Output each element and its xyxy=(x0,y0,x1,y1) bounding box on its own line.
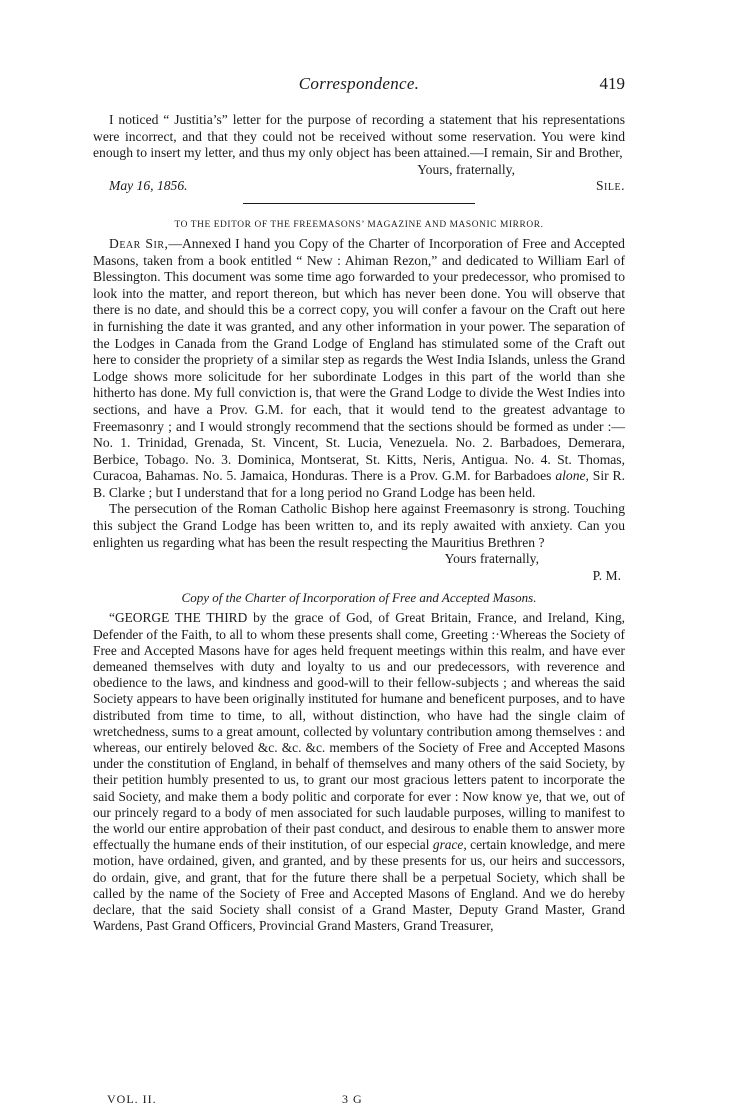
page-body xyxy=(93,72,625,935)
charter-paragraph xyxy=(93,610,625,934)
letter-pm-emphasis: alone, xyxy=(555,468,589,484)
letter-pm xyxy=(93,236,625,584)
letter-pm-signature: P. M. xyxy=(592,567,621,583)
letter-sile-signature: Sile. xyxy=(595,178,625,194)
letter-pm-salutation: Dear Sir, xyxy=(109,235,169,251)
letter-sile-date: May 16, 1856. xyxy=(109,178,188,194)
volume-label: VOL. II. xyxy=(107,1092,157,1106)
charter-heading: Copy of the Charter of Incorporation of Free and Accepted Masons. xyxy=(181,590,537,606)
section-divider xyxy=(243,203,475,204)
signature-mark: 3 G xyxy=(342,1092,363,1106)
letter-pm-body-end: Sir R. B. Clarke ; but I understand that for a long period no Grand Lodge has been held. xyxy=(93,468,625,500)
letter-sile-body: I noticed “ Justitia’s” letter for the purpose of recording a statement that his representations were incorrect, and that they could not be received without some reservation. You were kind enough to insert my letter, and thus my only object has been attained.—I remain, Sir and Brother, xyxy=(93,112,625,161)
running-head xyxy=(93,72,625,98)
charter-body: by the grace of God, of Great Britain, France, and Ireland, King, Defender of the Faith, to all to whom these presents shall come, Greeting :·Whereas the Society of Free and Accepted Masons have for ages held frequent meetings within this realm, and have ever demeaned themselves with duty and loyalty to us and our predecessors, with reverence and obedience to the laws, and kindness and good-will to their fellow-subjects ; and whereas the said Society appears to have been originally instituted for humane and beneficent purposes, and to have distributed from time to time, to all, without distinction, who have had the single claim of wretchedness, sums to a great amount, collected by voluntary contribution among themselves : and whereas, our entirely beloved &c. &c. &c. members of the Society of Free and Accepted Masons under the constitution of England, in behalf of themselves and many others of the said Society, by their petition humbly presented to us, to grant our most gracious letters patent to incorporate the said Society, and make them a body politic and corporate for ever : Now know ye, that we, out of our princely regard to a body of men associated for such laudable purposes, willing to manifest to the world our entire approbation of their past conduct, and desirous to enable them to answer more effectually the humane ends of their institution, of our especial xyxy=(93,610,625,853)
charter-text xyxy=(93,610,625,934)
charter-emphasis: grace, xyxy=(432,837,467,853)
running-title: Correspondence. xyxy=(298,74,420,93)
charter-body-end: certain knowledge, and mere motion, have ordained, given, and granted, and by these presents for us, our heirs and successors, do ordain, give, and grant, that for the future there shall be a perpetual Society, which shall be called by the name of the Society of Free and Accepted Masons of England. And we do hereby declare, that the said Society shall consist of a Grand Master, Deputy Grand Master, Grand Wardens, Past Grand Officers, Provincial Grand Masters, Grand Treasurer, xyxy=(93,837,626,934)
letter-pm-address: TO THE EDITOR OF THE FREEMASONS’ MAGAZINE AND MASONIC MIRROR. xyxy=(174,219,544,230)
letter-pm-paragraph-1 xyxy=(93,236,625,502)
letter-pm-paragraph-2 xyxy=(93,501,625,551)
letter-pm-closing: Yours fraternally, xyxy=(444,551,539,567)
letter-sile-closing: Yours, fraternally, xyxy=(417,161,515,177)
charter-opening: “GEORGE THE THIRD xyxy=(109,610,248,626)
letter-pm-para2: The persecution of the Roman Catholic Bishop here against Freemasonry is strong. Touching this subject the Grand Lodge has been written to, and its reply awaited with anxiety. Can you enlighten us regarding what has been the result respecting the Mauritius Brethren ? xyxy=(93,501,625,550)
letter-pm-body: —Annexed I hand you Copy of the Charter of Incorporation of Free and Accepted Masons, taken from a book entitled “ New : Ahiman Rezon,” and dedicated to William Earl of Blessington. This document was some time ago forwarded to your predecessor, who promised to look into the matter, and report thereon, but which has never been done. You will observe that there is no date, and should this be a correct copy, you will confer a favour on the Craft out here in furnishing the date it was granted, and any other information in your power. The separation of the Lodges in Canada from the Grand Lodge of England has stimulated some of the Craft out here to consider the propriety of a similar step as regards the West India Islands, unless the Grand Lodge shows more solicitude for her subordinate Lodges in this part of the world than she hitherto has done. My full conviction is, that were the Grand Lodge to divide the West Indies into sections, and have a Prov. G.M. for each, that it would tend to the greatest advantage to Freemasonry ; and I would strongly recommend that the sections should be formed as under :—No. 1. Trinidad, Grenada, St. Vincent, St. Lucia, Venezuela. No. 2. Barbadoes, Demerara, Berbice, Tobago. No. 3. Dominica, Montserat, St. Kitts, Neris, Antigua. No. 4. St. Thomas, Curacoa, Bahamas. No. 5. Jamaica, Honduras. There is a Prov. G.M. for Barbadoes xyxy=(93,235,625,484)
letter-sile xyxy=(93,112,625,195)
page-number: 419 xyxy=(599,74,625,93)
letter-sile-date-line xyxy=(109,178,625,195)
page-footer xyxy=(107,1092,467,1107)
